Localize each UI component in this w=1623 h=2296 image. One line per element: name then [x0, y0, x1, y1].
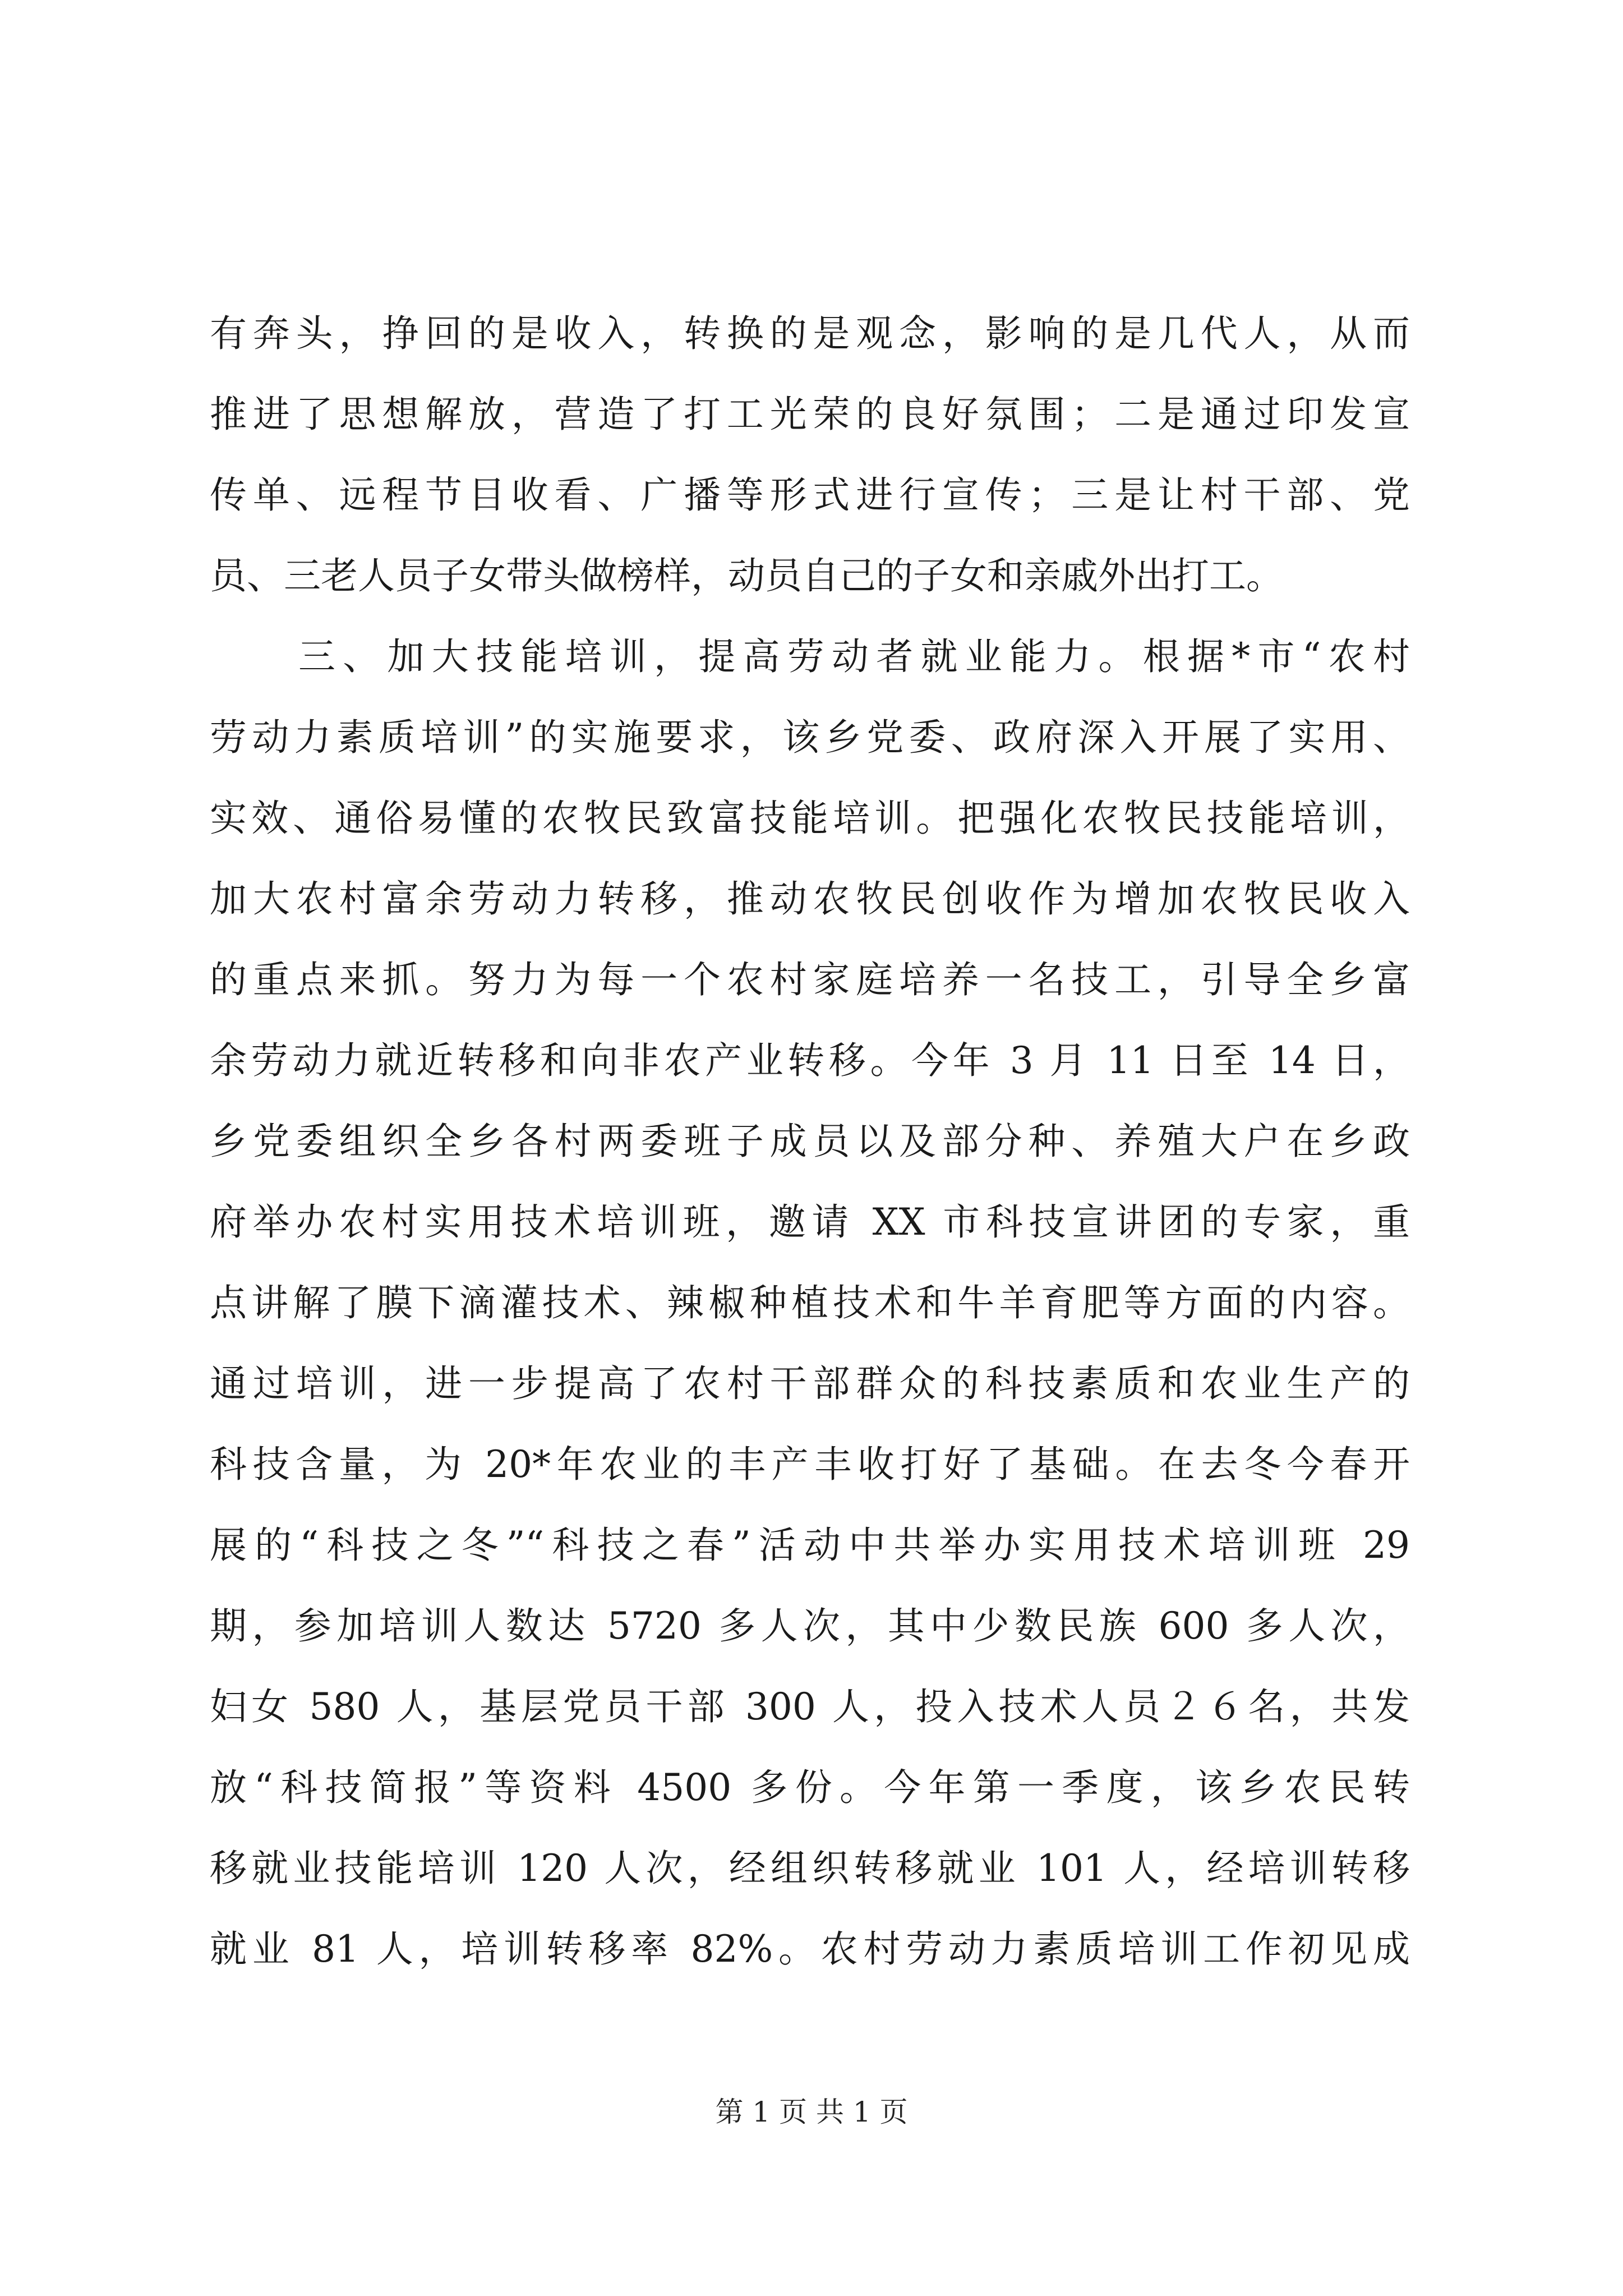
text-line: 三、加大技能培训，提高劳动者就业能力。根据*市“农村 — [298, 635, 1410, 678]
text-line: 妇女 580 人，基层党员干部 300 人，投入技术人员２６名，共发 — [210, 1685, 1410, 1728]
text-line: 科技含量，为 20*年农业的丰产丰收打好了基础。在去冬今春开 — [210, 1443, 1410, 1486]
text-line: 余劳动力就近转移和向非农产业转移。今年 3 月 11 日至 14 日， — [210, 1039, 1410, 1082]
text-line: 就业 81 人，培训转移率 82%。农村劳动力素质培训工作初见成 — [210, 1927, 1410, 1971]
text-line: 放“科技简报”等资料 4500 多份。今年第一季度，该乡农民转 — [210, 1766, 1410, 1809]
text-line: 有奔头，挣回的是收入，转换的是观念，影响的是几代人，从而 — [210, 312, 1410, 355]
text-line: 员、三老人员子女带头做榜样，动员自己的子女和亲戚外出打工。 — [210, 554, 1283, 597]
page-footer: 第 1 页 共 1 页 — [715, 2096, 908, 2128]
text-line: 府举办农村实用技术培训班，邀请 XX 市科技宣讲团的专家，重 — [210, 1200, 1410, 1244]
text-line: 传单、远程节目收看、广播等形式进行宣传；三是让村干部、党 — [210, 473, 1410, 517]
text-line: 期，参加培训人数达 5720 多人次，其中少数民族 600 多人次， — [210, 1604, 1410, 1648]
text-line: 通过培训，进一步提高了农村干部群众的科技素质和农业生产的 — [210, 1362, 1410, 1405]
text-line: 乡党委组织全乡各村两委班子成员以及部分种、养殖大户在乡政 — [210, 1120, 1410, 1163]
text-line: 移就业技能培训 120 人次，经组织转移就业 101 人，经培训转移 — [210, 1847, 1410, 1890]
text-line: 展的“科技之冬”“科技之春”活动中共举办实用技术培训班 29 — [210, 1524, 1410, 1567]
text-line: 实效、通俗易懂的农牧民致富技能培训。把强化农牧民技能培训， — [210, 797, 1410, 840]
text-line: 推进了思想解放，营造了打工光荣的良好氛围；二是通过印发宣 — [210, 393, 1410, 436]
text-line: 的重点来抓。努力为每一个农村家庭培养一名技工，引导全乡富 — [210, 958, 1410, 1001]
text-line: 点讲解了膜下滴灌技术、辣椒种植技术和牛羊育肥等方面的内容。 — [210, 1281, 1410, 1324]
text-line: 加大农村富余劳动力转移，推动农牧民创收作为增加农牧民收入 — [210, 877, 1410, 921]
text-line: 劳动力素质培训”的实施要求，该乡党委、政府深入开展了实用、 — [210, 716, 1410, 759]
